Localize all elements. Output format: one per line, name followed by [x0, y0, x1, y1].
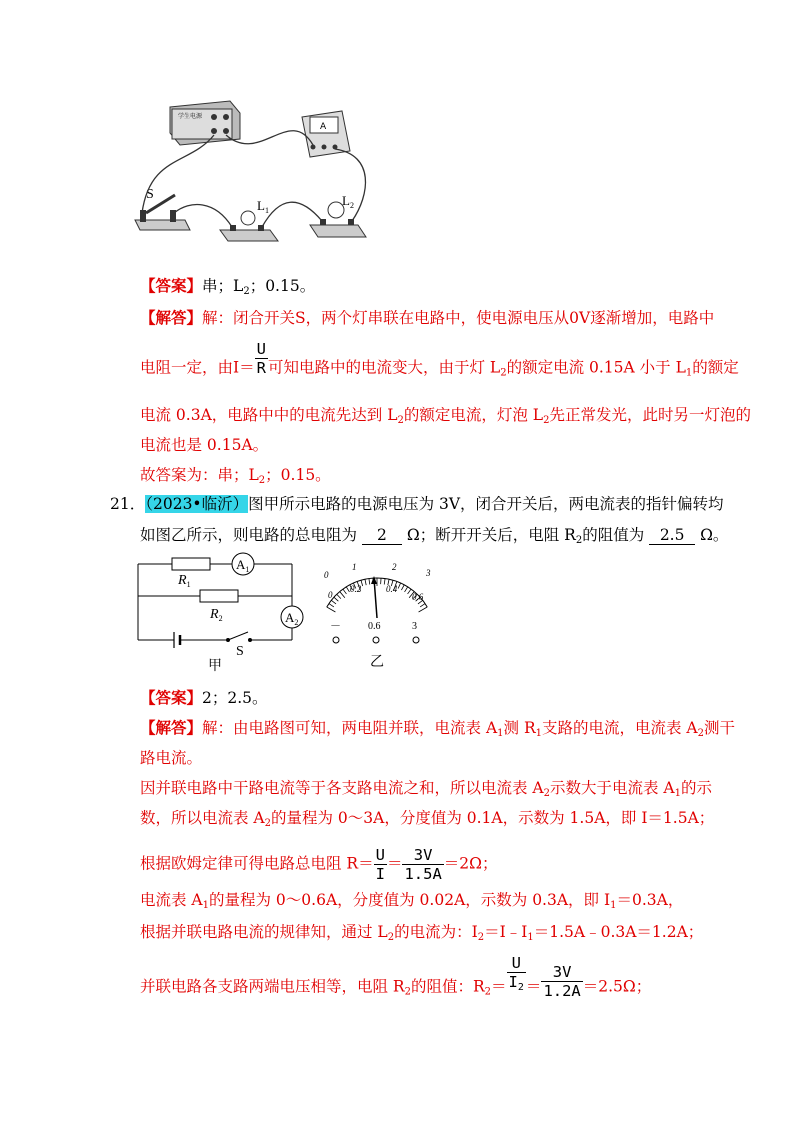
q21-analysis-line-8: [140, 954, 652, 1007]
text: 的量程为 0～0.6A，分度值为 0.02A，示数为 0.3A，即 I: [209, 891, 611, 909]
sub: 2: [258, 475, 266, 486]
switch-label: S: [146, 187, 154, 202]
text: 路电流。: [140, 749, 203, 767]
question-source: （2023•临沂）: [145, 495, 249, 513]
diagram-caption-jia: 甲: [208, 658, 222, 674]
sub: 2: [387, 932, 395, 943]
sub: 1: [527, 932, 534, 943]
answer-tag: 【答案】: [140, 688, 203, 707]
frac-den: I: [375, 865, 385, 883]
text: ＝1.5A﹣0.3A＝1.2A；: [533, 923, 704, 941]
stem-text: Ω；断开开关后，电阻 R: [401, 526, 576, 544]
q20-answer: [140, 274, 315, 297]
sub: 1: [202, 900, 209, 911]
text: 支路的电流，电流表 A: [542, 719, 698, 737]
text: 故答案为：串；L: [140, 466, 259, 484]
text: 电阻一定，由I＝: [140, 358, 255, 377]
bottom-tick-1: 0.2: [350, 584, 362, 594]
q21-analysis-line-6: [140, 888, 683, 911]
text: ＝0.3A，: [616, 891, 684, 909]
text: ＝2.5Ω；: [582, 977, 652, 996]
text: 的额定电流 0.15A 小于 L: [506, 358, 686, 377]
scale-tick: [337, 594, 341, 598]
q21-stem-line-2: [140, 523, 728, 546]
sub: 2: [500, 367, 507, 379]
sub: 2: [697, 728, 704, 739]
r1-sub: 1: [186, 580, 191, 589]
sub: 1: [535, 728, 542, 739]
fraction-u-over-i2: [507, 954, 526, 993]
frac-den-text: I: [508, 973, 518, 991]
q21-analysis-line-5: [140, 846, 498, 883]
q20-analysis-line-2: [140, 340, 739, 387]
frac-num: U: [511, 954, 521, 972]
terminal-3-label: 3: [412, 621, 417, 632]
terminal-06-icon: [373, 637, 379, 643]
q20-circuit-photo: [130, 95, 380, 255]
r2-label: R: [210, 607, 219, 622]
terminal-minus-icon: [333, 637, 339, 643]
q21-ammeter-dial: [318, 556, 438, 676]
analysis-text: 解：闭合开关S，两个灯串联在电路中，使电源电压从0V逐渐增加，电路中: [202, 309, 715, 327]
top-tick-2: 2: [392, 562, 397, 572]
analysis-tag: 【解答】: [140, 308, 203, 327]
scale-tick: [365, 579, 366, 585]
scale-tick: [384, 579, 385, 585]
text: 电流 0.3A，电路中中的电流先达到 L: [140, 406, 398, 424]
frac-num: 3V: [552, 963, 572, 981]
l1-label: L: [257, 198, 265, 213]
stem-text: 图甲所示电路的电源电压为 3V，闭合开关后，两电流表的指针偏转均: [248, 495, 724, 513]
answer-blank-2: 2.5: [649, 526, 695, 545]
bottom-tick-0: 0: [328, 590, 333, 600]
resistor-r2: [200, 590, 238, 602]
r2-sub: 2: [218, 614, 223, 623]
text: 可知电路中的电流变大，由于灯 L: [267, 358, 501, 377]
sub: 2: [477, 932, 485, 943]
sub: 1: [674, 788, 681, 799]
a2-label: A: [285, 610, 295, 625]
text: 的阻值：R: [410, 977, 485, 996]
frac-den: 1.2A: [543, 982, 581, 1000]
q21-analysis-line-3: [140, 776, 712, 799]
terminal-3-icon: [413, 637, 419, 643]
scale-tick: [420, 604, 425, 607]
bulb-l1-icon: [220, 198, 278, 241]
scale-tick: [327, 607, 336, 612]
fraction-u-over-r: [255, 340, 268, 377]
text: 先正常发光，此时另一灯泡的: [549, 406, 751, 424]
text: 电流也是 0.15A。: [140, 436, 269, 454]
top-tick-1: 1: [352, 562, 357, 572]
bulb-l2-icon: [310, 193, 366, 237]
text: ；0.15。: [265, 466, 331, 484]
text: 因并联电路中干路电流等于各支路电流之和，所以电流表 A: [140, 779, 544, 797]
scale-tick: [331, 600, 336, 604]
a1-label: A: [236, 557, 246, 572]
scale-tick: [369, 579, 370, 585]
switch-s-icon: [228, 632, 248, 640]
r1-label: R: [178, 573, 187, 588]
supply-label: 学生电源: [178, 113, 203, 120]
svg-text:R1: [177, 573, 191, 589]
scale-tick: [401, 585, 404, 590]
text: ＝I﹣I: [484, 923, 528, 941]
q21-analysis-line-7: [140, 920, 703, 943]
scale-tick: [408, 589, 412, 594]
sub: 2: [404, 986, 411, 998]
top-tick-0: 0: [324, 570, 329, 580]
q20-analysis-line-3: [140, 403, 751, 426]
answer-tag: 【答案】: [140, 276, 203, 295]
svg-text:L1: [257, 198, 269, 215]
frac-num: U: [375, 846, 385, 864]
analysis-tag: 【解答】: [140, 718, 203, 737]
scale-tick: [334, 597, 338, 601]
answer-sub: 2: [243, 286, 250, 297]
sub: 2: [484, 986, 492, 998]
l1-sub: 1: [264, 206, 269, 215]
ammeter-label: A: [320, 122, 327, 132]
text: 解：由电路图可知，两电阻并联，电流表 A: [202, 719, 498, 737]
stem-text: Ω。: [695, 526, 729, 544]
terminal-06-label: 0.6: [368, 621, 381, 632]
a1-sub: 1: [245, 565, 250, 574]
text: 根据欧姆定律可得电路总电阻 R＝: [140, 854, 374, 873]
svg-text:L2: [342, 193, 354, 210]
text: 的电流为：I: [394, 923, 478, 941]
fraction-u-over-i: [374, 846, 387, 883]
answer-text: 2；2.5。: [202, 689, 268, 707]
bottom-tick-2: 0.4: [386, 584, 398, 594]
sub: 1: [497, 728, 504, 739]
text: ＝2Ω；: [443, 854, 498, 873]
text: 的额定电流，灯泡 L: [403, 406, 544, 424]
l2-label: L: [342, 193, 350, 208]
top-tick-3: 3: [426, 568, 431, 578]
frac-den-sub: 2: [517, 982, 524, 993]
frac-num: U: [256, 340, 266, 358]
scale-tick: [419, 607, 428, 612]
q21-analysis-line-1: [140, 716, 735, 739]
q21-circuit-diagram: [130, 550, 310, 675]
answer-text: 串；L: [202, 277, 244, 295]
answer-blank-1: 2: [362, 526, 402, 545]
switch-s-label: S: [236, 644, 244, 659]
sub: 1: [685, 367, 693, 379]
scale-tick: [346, 587, 349, 592]
answer-tail: ；0.15。: [249, 277, 316, 295]
sub: 1: [610, 900, 617, 911]
scale-tick: [340, 592, 345, 598]
q21-analysis-line-2: [140, 746, 202, 768]
scale-tick: [398, 583, 400, 588]
text: 测 R: [503, 719, 536, 737]
text: 示数大于电流表 A: [550, 779, 675, 797]
sub: 2: [264, 818, 271, 829]
sub: 2: [543, 788, 550, 799]
question-number: 21．: [110, 495, 146, 513]
stem-text: 的阻值为: [582, 526, 650, 544]
sub: 2: [397, 415, 404, 426]
q20-analysis-line-1: [140, 306, 714, 328]
text: 并联电路各支路两端电压相等，电阻 R: [140, 977, 405, 996]
text: 的示: [681, 779, 713, 797]
q21-analysis-line-4: [140, 806, 714, 829]
q20-final-answer: [140, 463, 331, 486]
scale-tick: [361, 580, 363, 586]
frac-num: 3V: [413, 846, 433, 864]
fraction-3v-over-15a: [402, 846, 443, 883]
sub: 2: [575, 535, 583, 546]
text: 数，所以电流表 A: [140, 809, 265, 827]
q21-stem-line-1: [110, 492, 724, 514]
text: ＝: [525, 977, 542, 996]
scale-tick: [405, 587, 408, 592]
terminal-minus-label: －: [330, 620, 341, 632]
fraction-3v-over-12a: [541, 963, 582, 1000]
frac-den: [507, 972, 526, 993]
diagram-caption-yi: 乙: [370, 654, 384, 670]
text: 根据并联电路电流的规律知，通过 L: [140, 923, 388, 941]
scale-tick: [329, 604, 334, 607]
text: 电流表 A: [140, 891, 203, 909]
l2-sub: 2: [349, 201, 354, 210]
q20-analysis-line-4: [140, 433, 268, 455]
text: ＝: [491, 977, 507, 996]
resistor-r1: [172, 558, 210, 570]
stem-text: 如图乙所示，则电路的总电阻为: [140, 526, 362, 544]
q21-answer: [140, 686, 268, 708]
text: ＝: [386, 854, 403, 873]
a2-sub: 2: [294, 618, 299, 627]
bottom-tick-3: 0.6: [412, 592, 424, 602]
text: 的额定: [692, 358, 739, 377]
scale-tick: [343, 589, 347, 594]
text: 测干: [704, 719, 736, 737]
sub: 2: [543, 415, 550, 426]
frac-den: 1.5A: [404, 865, 442, 883]
text: 的量程为 0～3A，分度值为 0.1A，示数为 1.5A，即 I＝1.5A；: [271, 809, 715, 827]
svg-text:R2: [209, 607, 223, 623]
frac-den: R: [256, 359, 266, 377]
